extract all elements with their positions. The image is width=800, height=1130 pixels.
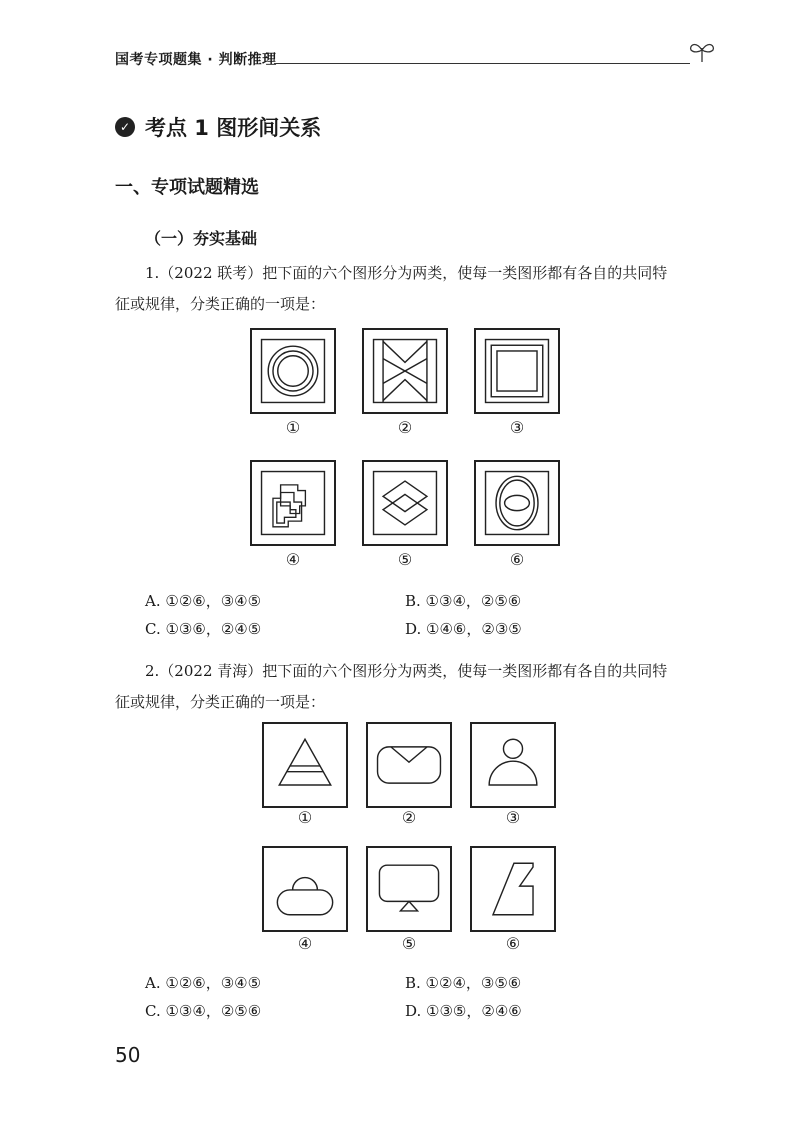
question-2-text [115, 656, 725, 718]
q2-label-1: ① [297, 808, 313, 827]
q1-figure-6 [474, 460, 560, 546]
q2-figure-3 [470, 722, 556, 808]
question-1-line1: 1.（2022 联考）把下面的六个图形分为两类，使每一类图形都有各自的共同特 [145, 264, 668, 282]
q1-option-a[interactable]: A. ①②⑥，③④⑤ [145, 592, 262, 610]
q2-option-b[interactable]: B. ①②④，③⑤⑥ [405, 974, 522, 992]
running-header: 国考专项题集 · 判断推理 [115, 52, 277, 68]
sprout-icon [685, 36, 719, 70]
q2-figure-4 [262, 846, 348, 932]
question-2-line1: 2.（2022 青海）把下面的六个图形分为两类，使每一类图形都有各自的共同特 [145, 662, 668, 680]
section-heading: 一、专项试题精选 [115, 177, 259, 198]
q1-label-5: ⑤ [397, 550, 413, 569]
q1-option-d[interactable]: D. ①④⑥，②③⑤ [405, 620, 522, 638]
q1-figure-5 [362, 460, 448, 546]
q2-label-6: ⑥ [505, 934, 521, 953]
question-2-line2: 征或规律，分类正确的一项是： [115, 693, 326, 711]
subsection-heading: （一）夯实基础 [145, 229, 258, 248]
q1-figure-4 [250, 460, 336, 546]
q1-figure-1 [250, 328, 336, 414]
q2-option-c[interactable]: C. ①③④，②⑤⑥ [145, 1002, 262, 1020]
question-1-line2: 征或规律，分类正确的一项是： [115, 295, 326, 313]
q2-figure-6 [470, 846, 556, 932]
q1-label-4: ④ [285, 550, 301, 569]
q2-label-5: ⑤ [401, 934, 417, 953]
topic-title: 考点 1 图形间关系 [145, 116, 322, 140]
q2-option-d[interactable]: D. ①③⑤，②④⑥ [405, 1002, 522, 1020]
page-number: 50 [115, 1043, 141, 1067]
q1-label-3: ③ [509, 418, 525, 437]
header-rule [275, 63, 690, 64]
checkmark-icon: ✓ [115, 117, 135, 137]
q2-figure-1 [262, 722, 348, 808]
q2-figure-5 [366, 846, 452, 932]
q1-label-1: ① [285, 418, 301, 437]
q2-label-2: ② [401, 808, 417, 827]
topic-heading [115, 112, 321, 142]
q2-label-3: ③ [505, 808, 521, 827]
q1-option-b[interactable]: B. ①③④，②⑤⑥ [405, 592, 522, 610]
q1-label-2: ② [397, 418, 413, 437]
q2-option-a[interactable]: A. ①②⑥，③④⑤ [145, 974, 262, 992]
q1-figure-3 [474, 328, 560, 414]
question-1-text [115, 258, 725, 320]
q1-figure-2 [362, 328, 448, 414]
q2-figure-2 [366, 722, 452, 808]
q2-label-4: ④ [297, 934, 313, 953]
q1-label-6: ⑥ [509, 550, 525, 569]
q1-option-c[interactable]: C. ①③⑥，②④⑤ [145, 620, 262, 638]
